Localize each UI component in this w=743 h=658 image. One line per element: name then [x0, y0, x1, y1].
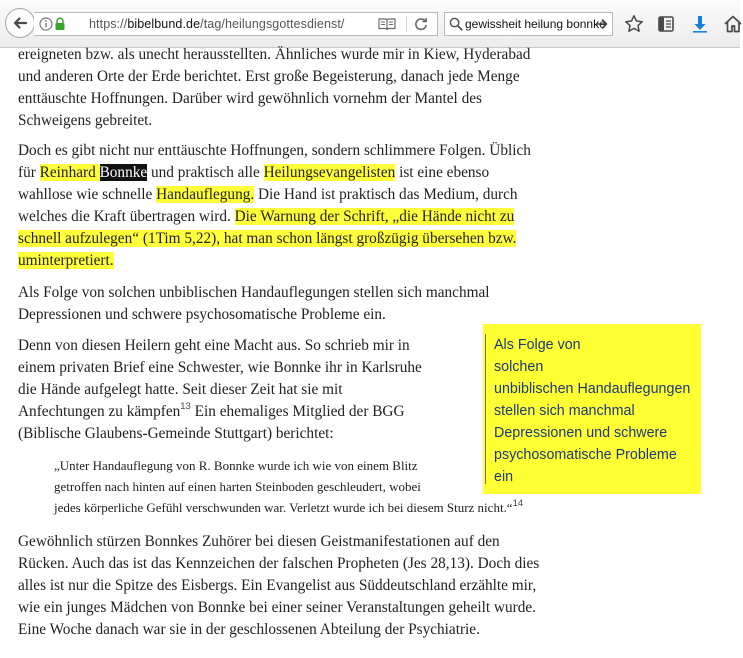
text-line: alles ist nur die Spitze des Eisbergs. Ein Evangelist aus Süddeutschland erzählte mir, [18, 577, 537, 594]
text-fragment: Ein ehemaliges Mitglied der BGG [190, 403, 405, 420]
reading-list-icon[interactable] [656, 14, 676, 39]
text-line: wie ein junges Mädchen von Bonnke bei einer seiner Veranstaltungen geheilt wurde. [18, 599, 536, 616]
highlight-uminterpretiert: uminterpretiert. [18, 252, 114, 269]
paragraph-2 [18, 140, 531, 272]
text-line: Eine Woche danach war sie in der geschlossenen Abteilung der Psychiatrie. [18, 621, 480, 638]
paragraph-1 [18, 44, 530, 132]
text-fragment: Die Hand ist praktisch das Medium, durch [254, 186, 518, 203]
text-line: ereigneten bzw. als unecht herausstellten. Ähnliches wurde mir in Kiew, Hyderabad [18, 46, 531, 63]
lock-icon[interactable] [54, 17, 66, 36]
search-icon [449, 17, 463, 36]
highlight-reinhard: Reinhard [39, 164, 100, 181]
pull-quote-line: Als Folge von [494, 337, 581, 353]
paragraph-3 [18, 282, 490, 326]
url-prefix: https:// [89, 17, 128, 31]
address-bar[interactable] [34, 12, 438, 36]
pull-quote-line: stellen sich manchmal [494, 403, 635, 419]
highlight-warnung: Die Warnung der Schrift, „die Hände nicht zu [234, 208, 515, 225]
pull-quote-line: unbiblischen Handauflegungen [494, 381, 691, 397]
quote-line: „Unter Handauflegung von R. Bonnke wurde ich wie von einem Blitz [54, 458, 418, 473]
highlight-handauflegung: Handauflegung. [156, 186, 255, 203]
quote-line: getroffen nach hinten auf einen harten Steinboden geschleudert, wobei [54, 479, 421, 494]
home-icon[interactable] [723, 14, 743, 39]
highlight-heilungsevangelisten: Heilungsevangelisten [263, 164, 396, 181]
paragraph-5 [18, 531, 539, 641]
urlbar-separator [406, 16, 407, 32]
text-line: einem privaten Brief eine Schwester, wie Bonnke ihr in Karlsruhe [18, 359, 422, 376]
text-line: Gewöhnlich stürzen Bonnkes Zuhörer bei diesen Geistmanifestationen auf den [18, 533, 500, 550]
footnote-14-link[interactable]: 14 [512, 497, 524, 509]
text-line: Depressionen und schwere psychosomatische Probleme ein. [18, 306, 386, 323]
pull-quote-line: solchen [494, 359, 544, 375]
download-icon[interactable] [690, 14, 710, 39]
text-line: die Hände aufgelegt hatte. Seit dieser Zeit hat sie mit [18, 381, 343, 398]
text-fragment: für [18, 164, 40, 181]
text-fragment: Anfechtungen zu kämpfen [18, 403, 181, 420]
footnote-13-link[interactable]: 13 [180, 400, 191, 412]
pull-quote-line: Depressionen und schwere [494, 425, 668, 441]
paragraph-4 [18, 335, 468, 445]
text-line: Denn von diesen Heilern geht eine Macht aus. So schrieb mir in [18, 337, 410, 354]
pull-quote-box [483, 324, 701, 494]
url-path: /tag/heilungsgottesdienst/ [200, 17, 345, 31]
search-bar[interactable] [444, 12, 613, 36]
text-fragment: und praktisch alle [147, 164, 264, 181]
selected-text-bonnke: Bonnke [99, 164, 148, 181]
reload-icon[interactable] [413, 16, 429, 37]
text-line: Doch es gibt nicht nur enttäuschte Hoffnungen, sondern schlimmere Folgen. Üblich [18, 142, 531, 159]
text-fragment: ist eine ebenso [395, 164, 490, 181]
search-go-icon[interactable] [595, 17, 609, 36]
search-query[interactable]: gewissheit heilung bonnke [465, 17, 606, 31]
reader-view-icon[interactable] [378, 17, 396, 36]
text-line: enttäuschte Hoffnungen. Darüber wird gewöhnlich vornehm der Mantel des [18, 90, 483, 107]
text-fragment: welches die Kraft übertragen wird. [18, 208, 235, 225]
text-fragment: wahllose wie schnelle [18, 186, 157, 203]
text-line: (Biblische Glaubens-Gemeinde Stuttgart) berichtet: [18, 425, 334, 442]
text-line: Rücken. Auch das ist das Kennzeichen der falschen Propheten (Jes 28,13). Doch dies [18, 555, 540, 572]
browser-toolbar [0, 0, 740, 48]
quote-line: jedes körperliche Gefühl verschwunden war. Verletzt wurde ich bei diesem Sturz nicht.“ [54, 500, 513, 515]
back-button[interactable] [5, 8, 35, 38]
highlight-warnung-cont: schnell aufzulegen“ (1Tim 5,22), hat man schon längst großzügig übersehen bzw. [18, 230, 517, 247]
back-arrow-icon [12, 15, 28, 31]
text-line: Schweigens gebreitet. [18, 112, 153, 129]
pull-quote-line: ein [494, 469, 514, 485]
info-icon[interactable] [39, 17, 53, 36]
url-domain: bibelbund.de [127, 17, 201, 31]
text-line: Als Folge von solchen unbiblischen Handauflegungen stellen sich manchmal [18, 284, 490, 301]
pull-quote-line: psychosomatische Probleme [494, 447, 677, 463]
url-text[interactable] [89, 17, 345, 31]
text-line: und anderen Orte der Erde berichtet. Erst große Begeisterung, danach jede Menge [18, 68, 520, 85]
bookmark-star-icon[interactable] [624, 14, 644, 39]
